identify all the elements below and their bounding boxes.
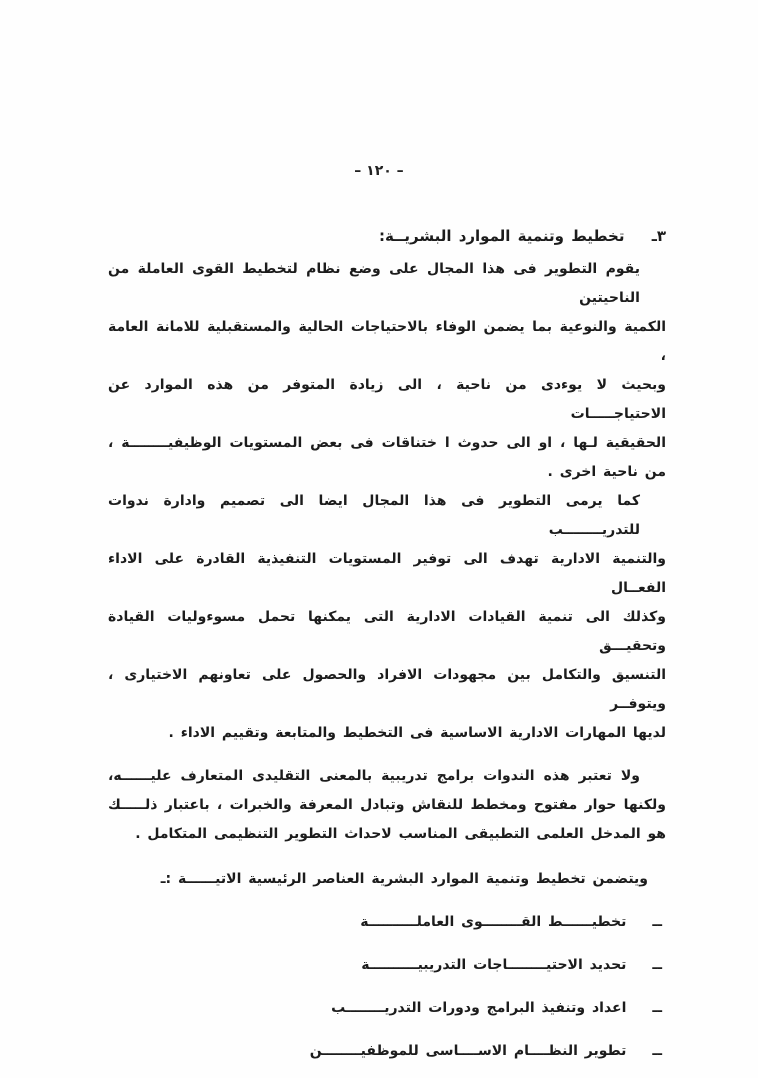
- dash-bullet-icon: ــ: [652, 1043, 662, 1059]
- text-line: ولكنها حوار مفتوح ومخطط للنقاش وتبادل المعرفة والخبرات ، باعتبار ذلـــــك: [108, 797, 666, 813]
- paragraph-3: [108, 762, 666, 849]
- text-line: كما يرمى التطوير فى هذا المجال ايضا الى تصميم وادارة ندوات للتدريــــــــب: [108, 493, 640, 538]
- list-intro: ويتضمن تخطيط وتنمية الموارد البشرية العناصر الرئيسية الاتيــــــة :ـ: [160, 871, 648, 887]
- list-item-label: تطوير النظــــام الاســــاسى للموظفيــــــــن: [309, 1043, 627, 1059]
- list-item-label: تحديد الاحتيــــــــاجات التدريبيــــــــــة: [361, 957, 627, 973]
- text-line: يقوم التطوير فى هذا المجال على وضع نظام لتخطيط القوى العاملة من الناحيتين: [108, 261, 640, 306]
- text-line: الكمية والنوعية بما يضمن الوفاء بالاحتياجات الحالية والمستقبلية للامانة العامة ،: [108, 319, 666, 364]
- elements-list: [108, 908, 666, 1066]
- list-item-label: اعداد وتنفيذ البرامج ودورات التدريــــــــب: [331, 1000, 627, 1016]
- section-heading: [108, 222, 666, 251]
- section-number: ٣ـ: [651, 227, 666, 245]
- list-item: [108, 1037, 662, 1066]
- dash-bullet-icon: ــ: [652, 914, 662, 930]
- list-item-label: تخطيــــــط القــــــــوى العاملــــــــــة: [360, 914, 627, 930]
- dash-bullet-icon: ــ: [652, 957, 662, 973]
- text-line: التنسيق والتكامل بين مجهودات الافراد والحصول على تعاونهم الاختيارى ، ويتوفــر: [108, 667, 666, 712]
- list-item: [108, 908, 662, 937]
- paragraph-1: [108, 255, 666, 487]
- dash-bullet-icon: ــ: [652, 1000, 662, 1016]
- text-line: الحقيقية لـها ، او الى حدوث ا ختناقات فى بعض المستويات الوظيفيــــــــة ،: [108, 435, 666, 451]
- list-item: [108, 951, 662, 980]
- text-line: من ناحية اخرى .: [547, 464, 666, 480]
- list-item: [108, 994, 662, 1023]
- text-line: هو المدخل العلمى التطبيقى المناسب لاحداث التطوير التنظيمى المتكامل .: [135, 826, 666, 842]
- text-line: وبحيث لا يوءدى من ناحية ، الى زيادة المتوفر من هذه الموارد عن الاحتياجـــــات: [108, 377, 666, 422]
- section-title: تخطيط وتنمية الموارد البشريــة:: [379, 227, 625, 245]
- text-line: ولا تعتبر هذه الندوات برامج تدريبية بالمعنى التقليدى المتعارف عليــــــه،: [108, 768, 640, 784]
- document-content: [108, 222, 666, 1080]
- text-line: لديها المهارات الادارية الاساسية فى التخطيط والمتابعة وتقييم الاداء .: [168, 725, 666, 741]
- page-number: – ١٢٠ –: [354, 163, 404, 179]
- text-line: وكذلك الى تنمية القيادات الادارية التى يمكنها تحمل مسوءوليات القيادة وتحقيـــق: [108, 609, 666, 654]
- text-line: والتنمية الادارية تهدف الى توفير المستويات التنفيذية القادرة على الاداء الفعــال: [108, 551, 666, 596]
- paragraph-2: [108, 487, 666, 748]
